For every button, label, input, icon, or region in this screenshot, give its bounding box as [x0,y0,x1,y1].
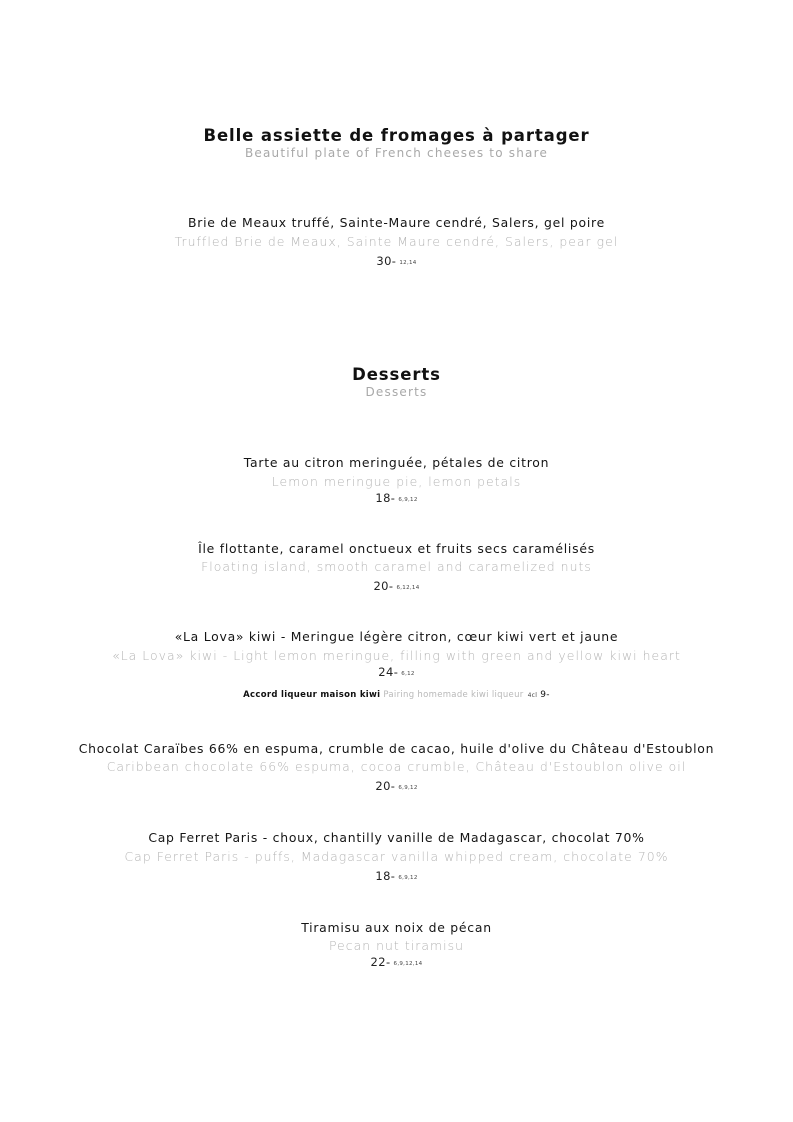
price-row [0,491,793,508]
pairing-volume: 4cl [527,692,538,699]
item-allergens: 6,9,12 [398,497,418,503]
pairing-price: 9- [540,690,550,700]
item-name-fr: Brie de Meaux truffé, Sainte-Maure cendré, Salers, gel poire [188,215,605,230]
item-name-fr: Cap Ferret Paris - choux, chantilly vanille de Madagascar, chocolat 70% [148,830,645,845]
section-subtitle: Desserts [365,385,428,399]
pairing-row [0,688,793,703]
item-name-en: «La Lova» kiwi - Light lemon meringue, filling with green and yellow kiwi heart [112,648,681,663]
price-row [0,665,793,682]
section-subtitle: Beautiful plate of French cheeses to share [244,146,549,160]
price-row [0,579,793,596]
item-name-en: Cap Ferret Paris - puffs, Madagascar vanilla whipped cream, chocolate 70% [124,849,669,864]
item-price: 18- [375,869,396,883]
menu-item [0,454,793,508]
cheese-section-header [0,126,793,161]
menu-item [0,740,793,796]
item-name-en: Pecan nut tiramisu [328,938,465,953]
desserts-section-header [0,365,793,400]
item-price: 24- [378,665,399,679]
item-allergens: 6,9,12,14 [393,961,423,967]
item-price: 20- [373,579,394,593]
menu-item [0,829,793,886]
item-name-en: Caribbean chocolate 66% espuma, cocoa crumble, Château d'Estoublon olive oil [106,759,687,774]
section-title: Belle assiette de fromages à partager [203,126,590,145]
item-name-fr: Île flottante, caramel onctueux et fruits secs caramélisés [198,541,595,556]
item-allergens: 6,9,12 [398,875,418,881]
price-row [0,955,793,972]
price-row [0,779,793,796]
item-name-fr: Tiramisu aux noix de pécan [301,920,492,935]
price-row [0,254,793,271]
item-allergens: 6,12 [401,671,415,677]
item-price: 22- [370,955,391,969]
price-row [0,869,793,886]
item-allergens: 12,14 [399,260,417,266]
item-allergens: 6,12,14 [396,585,420,591]
menu-item [0,628,793,703]
item-price: 18- [375,491,396,505]
menu-item [0,919,793,972]
menu-item [0,214,793,271]
pairing-label-en: Pairing homemade kiwi liqueur [383,690,524,700]
item-name-en: Floating island, smooth caramel and caramelized nuts [201,559,592,574]
item-allergens: 6,9,12 [398,785,418,791]
pairing-label-fr: Accord liqueur maison kiwi [243,690,381,700]
item-name-fr: Tarte au citron meringuée, pétales de citron [243,455,550,470]
item-price: 30- [376,254,397,268]
item-name-en: Truffled Brie de Meaux, Sainte Maure cendré, Salers, pear gel [174,234,619,249]
item-name-en: Lemon meringue pie, lemon petals [271,474,522,489]
item-price: 20- [375,779,396,793]
item-name-fr: «La Lova» kiwi - Meringue légère citron, cœur kiwi vert et jaune [174,629,619,644]
menu-item [0,540,793,596]
section-title: Desserts [352,365,441,384]
item-name-fr: Chocolat Caraïbes 66% en espuma, crumble de cacao, huile d'olive du Château d'Estoublon [78,741,715,756]
